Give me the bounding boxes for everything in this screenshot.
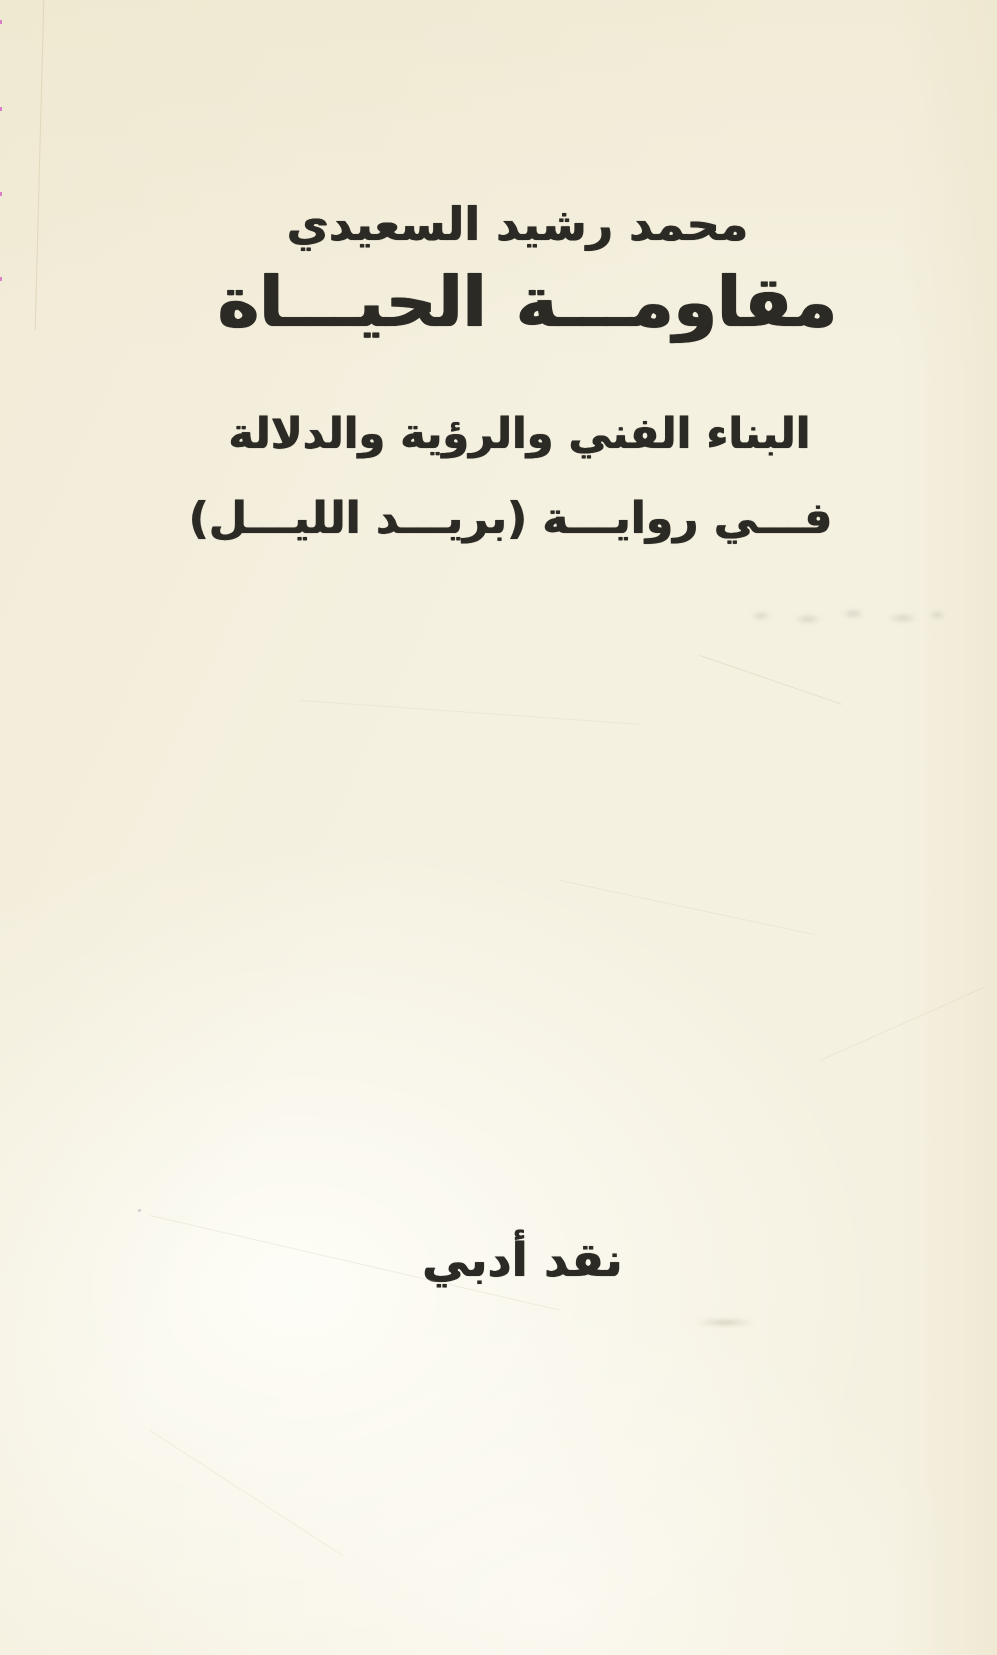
scan-edge-artifact <box>0 20 2 24</box>
crease-artifact <box>300 700 639 725</box>
crease-artifact <box>150 1430 343 1556</box>
scan-speck-artifact <box>138 1209 141 1212</box>
author-name: محمد رشيد السعيدي <box>286 197 749 251</box>
book-title: مقاومـــة الحيـــاة <box>217 261 838 343</box>
genre-label: نقد أدبي <box>422 1233 623 1288</box>
showthrough-smudge <box>680 1318 770 1327</box>
crease-artifact <box>700 655 842 705</box>
subtitle-line-2: فـــي روايـــة (بريـــد الليـــل) <box>188 493 833 544</box>
scan-edge-artifact <box>0 277 2 281</box>
scan-edge-artifact <box>0 107 2 111</box>
crease-artifact <box>820 987 985 1061</box>
showthrough-smudge <box>735 606 950 628</box>
subtitle-line-1: البناء الفني والرؤية والدلالة <box>228 409 811 459</box>
crease-artifact <box>560 880 815 935</box>
scan-edge-artifact <box>0 192 2 196</box>
